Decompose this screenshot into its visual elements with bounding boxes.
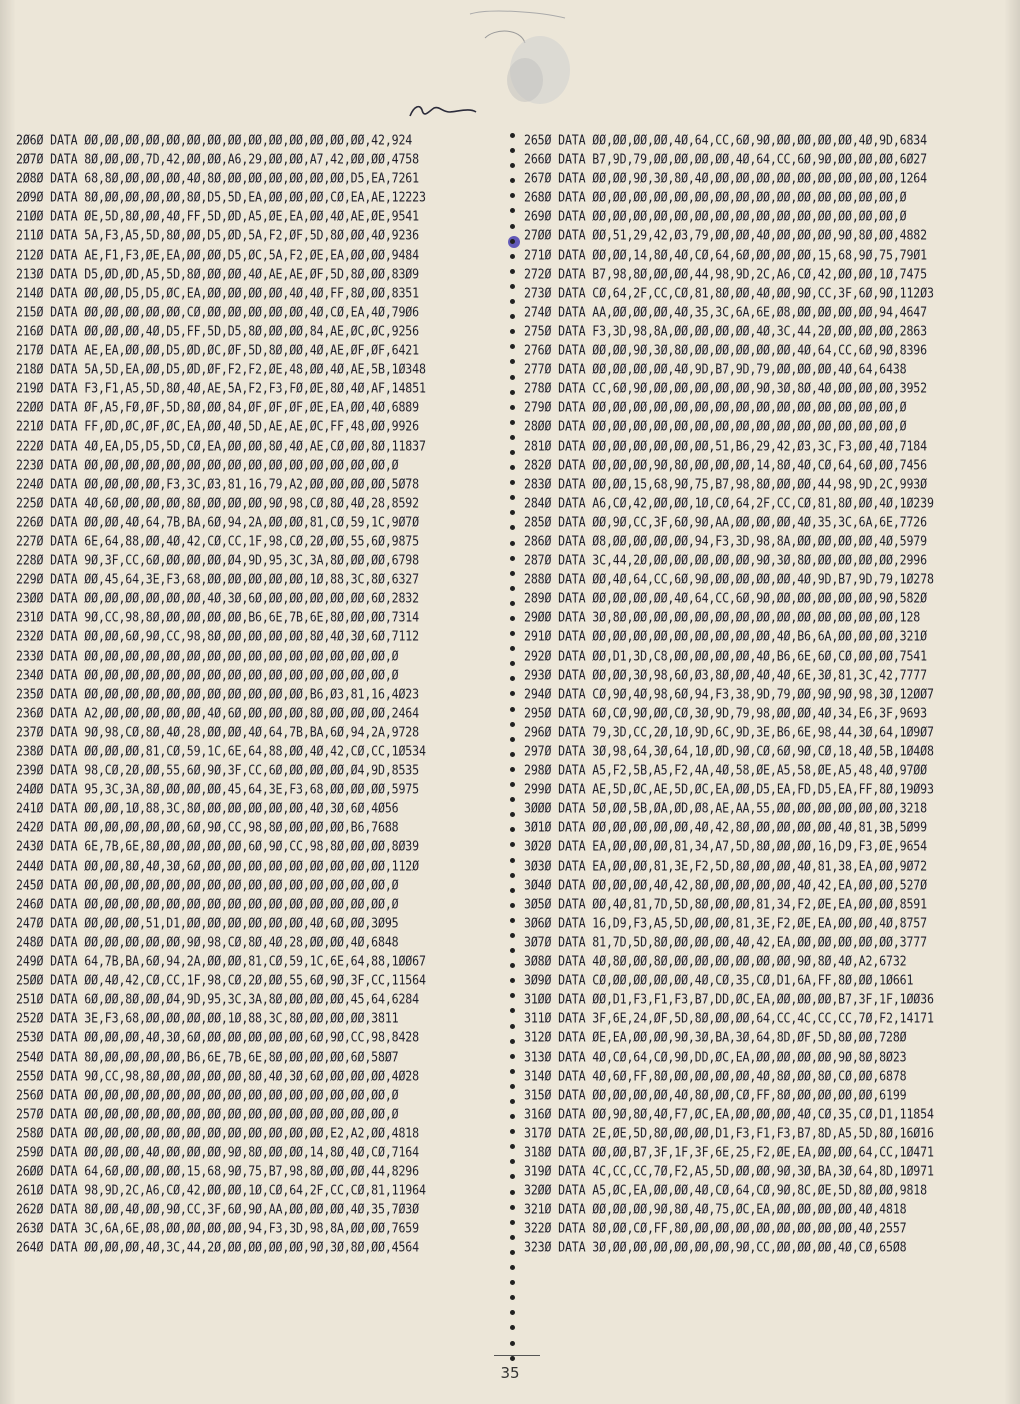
divider-dot [510,480,515,485]
divider-dot [510,948,515,953]
divider-dot [510,541,515,546]
divider-dot [510,495,515,500]
code-line: 3ØØØ DATA 5Ø,ØØ,5B,ØA,ØD,Ø8,AE,AA,55,ØØ,ØØ,ØØ,ØØ,ØØ,ØØ,3218 [524,799,927,817]
code-line: 241Ø DATA ØØ,ØØ,1Ø,88,3C,8Ø,ØØ,ØØ,ØØ,ØØ,ØØ,4Ø,3Ø,6Ø,4Ø56 [16,799,399,817]
divider-dot [510,873,515,878]
code-line: 271Ø DATA ØØ,ØØ,14,8Ø,4Ø,CØ,64,6Ø,ØØ,ØØ,ØØ,15,68,9Ø,75,79Ø1 [524,246,927,263]
code-line: 224Ø DATA ØØ,ØØ,ØØ,ØØ,F3,3C,Ø3,81,16,79,A2,ØØ,ØØ,ØØ,ØØ,5Ø78 [16,475,419,492]
code-line: 294Ø DATA CØ,9Ø,4Ø,98,6Ø,94,F3,38,9D,79,ØØ,9Ø,9Ø,98,3Ø,12ØØ7 [524,685,934,702]
right-page-shadow [1004,0,1020,1404]
code-line: 296Ø DATA 79,3D,CC,2Ø,1Ø,9D,6C,9D,3E,B6,6E,98,44,3Ø,64,1Ø9Ø7 [524,723,934,741]
code-line: 278Ø DATA CC,6Ø,9Ø,ØØ,ØØ,ØØ,ØØ,ØØ,9Ø,3Ø,8Ø,4Ø,ØØ,ØØ,ØØ,3952 [524,379,927,397]
divider-dot [510,707,515,712]
code-line: 225Ø DATA 4Ø,6Ø,ØØ,ØØ,ØØ,8Ø,ØØ,ØØ,ØØ,9Ø,98,CØ,8Ø,4Ø,28,8592 [16,494,419,511]
code-line: 261Ø DATA 98,9D,2C,A6,CØ,42,ØØ,ØØ,1Ø,CØ,64,2F,CC,CØ,81,11964 [16,1181,426,1199]
code-line: 279Ø DATA ØØ,ØØ,ØØ,ØØ,ØØ,ØØ,ØØ,ØØ,ØØ,ØØ,ØØ,ØØ,ØØ,ØØ,ØØ,Ø [524,398,907,416]
code-line: 232Ø DATA ØØ,ØØ,6Ø,9Ø,CC,98,8Ø,ØØ,ØØ,ØØ,ØØ,8Ø,4Ø,3Ø,6Ø,7112 [16,628,419,645]
code-line: 323Ø DATA 3Ø,ØØ,ØØ,ØØ,ØØ,ØØ,ØØ,9Ø,CC,ØØ,ØØ,ØØ,4Ø,CØ,65Ø8 [524,1239,907,1256]
code-line: 219Ø DATA F3,F1,A5,5D,8Ø,4Ø,AE,5A,F2,F3,FØ,ØE,8Ø,4Ø,AF,14851 [16,379,426,397]
code-line: 3Ø1Ø DATA ØØ,ØØ,ØØ,ØØ,ØØ,4Ø,42,8Ø,ØØ,ØØ,ØØ,ØØ,4Ø,81,3B,5Ø99 [524,819,927,836]
divider-dot [510,842,515,847]
code-line: 3Ø8Ø DATA 4Ø,8Ø,ØØ,8Ø,ØØ,ØØ,ØØ,ØØ,ØØ,ØØ,9Ø,8Ø,4Ø,A2,6732 [524,952,907,970]
divider-dot [510,1190,515,1195]
code-line: 256Ø DATA ØØ,ØØ,ØØ,ØØ,ØØ,ØØ,ØØ,ØØ,ØØ,ØØ,ØØ,ØØ,ØØ,ØØ,ØØ,Ø [16,1086,399,1103]
divider-dot [510,1069,515,1074]
code-line: 311Ø DATA 3F,6E,24,ØF,5D,8Ø,ØØ,ØØ,64,CC,4C,CC,CC,7Ø,F2,14171 [524,1009,934,1027]
code-line: 229Ø DATA ØØ,45,64,3E,F3,68,ØØ,ØØ,ØØ,ØØ,ØØ,1Ø,88,3C,8Ø,6327 [16,570,419,588]
code-line: 226Ø DATA ØØ,ØØ,4Ø,64,7B,BA,6Ø,94,2A,ØØ,ØØ,81,CØ,59,1C,9Ø7Ø [16,513,419,531]
divider-dot [510,1310,515,1315]
code-line: 257Ø DATA ØØ,ØØ,ØØ,ØØ,ØØ,ØØ,ØØ,ØØ,ØØ,ØØ,ØØ,ØØ,ØØ,ØØ,ØØ,Ø [16,1105,399,1122]
divider-dot [510,676,515,681]
code-line: 218Ø DATA 5A,5D,EA,ØØ,D5,ØD,ØF,F2,F2,ØE,48,ØØ,4Ø,AE,5B,1Ø348 [16,360,426,378]
divider-dot [510,1039,515,1044]
divider-dot [510,450,515,455]
code-line: 322Ø DATA 8Ø,ØØ,CØ,FF,8Ø,ØØ,ØØ,ØØ,ØØ,ØØ,ØØ,ØØ,ØØ,4Ø,2557 [524,1219,907,1237]
divider-dot [510,1325,515,1330]
code-line: 297Ø DATA 3Ø,98,64,3Ø,64,1Ø,ØD,9Ø,CØ,6Ø,9Ø,CØ,18,4Ø,5B,1Ø4Ø8 [524,742,934,760]
code-line: 221Ø DATA FF,ØD,ØC,ØF,ØC,EA,ØØ,4Ø,5D,AE,AE,ØC,FF,48,ØØ,9926 [16,418,419,435]
code-line: 263Ø DATA 3C,6A,6E,Ø8,ØØ,ØØ,ØØ,ØØ,94,F3,3D,98,8A,ØØ,ØØ,7659 [16,1219,419,1237]
code-line: 3Ø9Ø DATA CØ,ØØ,ØØ,ØØ,ØØ,4Ø,CØ,35,CØ,D1,6A,FF,8Ø,ØØ,1Ø661 [524,971,914,989]
divider-dot [510,1159,515,1164]
code-line: 314Ø DATA 4Ø,6Ø,FF,8Ø,ØØ,ØØ,ØØ,ØØ,4Ø,8Ø,ØØ,8Ø,CØ,ØØ,6878 [524,1067,907,1084]
code-line: 233Ø DATA ØØ,ØØ,ØØ,ØØ,ØØ,ØØ,ØØ,ØØ,ØØ,ØØ,ØØ,ØØ,ØØ,ØØ,ØØ,Ø [16,647,399,664]
divider-dot [510,510,515,515]
divider-dot [510,752,515,757]
code-line: 26ØØ DATA 64,6Ø,ØØ,ØØ,ØØ,15,68,9Ø,75,B7,98,8Ø,ØØ,ØØ,44,8296 [16,1162,419,1180]
code-line: 276Ø DATA ØØ,ØØ,9Ø,3Ø,8Ø,ØØ,ØØ,ØØ,ØØ,ØØ,4Ø,64,CC,6Ø,9Ø,8396 [524,341,927,359]
divider-dot [510,254,515,259]
code-line: 319Ø DATA 4C,CC,CC,7Ø,F2,A5,5D,ØØ,ØØ,9Ø,3Ø,BA,3Ø,64,8D,1Ø971 [524,1162,934,1180]
divider-dot [510,993,515,998]
divider-dot [510,375,515,380]
code-line: 287Ø DATA 3C,44,2Ø,ØØ,ØØ,ØØ,ØØ,ØØ,9Ø,3Ø,8Ø,ØØ,ØØ,ØØ,ØØ,2996 [524,551,927,569]
code-line: 2Ø7Ø DATA 8Ø,ØØ,ØØ,7D,42,ØØ,ØØ,A6,29,ØØ,ØØ,A7,42,ØØ,ØØ,4758 [16,150,419,168]
divider-dot [510,525,515,530]
code-line: 299Ø DATA AE,5D,ØC,AE,5D,ØC,EA,ØØ,D5,EA,FD,D5,EA,FF,8Ø,19Ø93 [524,780,934,798]
divider-dot [510,359,515,364]
code-line: 317Ø DATA 2E,ØE,5D,8Ø,ØØ,ØØ,D1,F3,F1,F3,B7,8D,A5,5D,8Ø,16Ø16 [524,1124,934,1142]
divider-dot [510,888,515,893]
code-line: 27ØØ DATA ØØ,51,29,42,Ø3,79,ØØ,ØØ,4Ø,ØØ,ØØ,ØØ,9Ø,8Ø,ØØ,4882 [524,227,927,244]
divider-dot [510,737,515,742]
code-line: 24ØØ DATA 95,3C,3A,8Ø,ØØ,ØØ,ØØ,45,64,3E,F3,68,ØØ,ØØ,ØØ,5975 [16,780,419,798]
divider-dot [510,858,515,863]
divider-dot [510,586,515,591]
divider-dot [510,1114,515,1119]
code-line: 283Ø DATA ØØ,ØØ,15,68,9Ø,75,B7,98,8Ø,ØØ,ØØ,44,98,9D,2C,993Ø [524,475,927,492]
divider-dot [510,1144,515,1149]
divider-dot [510,1250,515,1255]
divider-dot [510,435,515,440]
code-line: 214Ø DATA ØØ,ØØ,D5,D5,ØC,EA,ØØ,ØØ,ØØ,ØØ,4Ø,4Ø,FF,8Ø,ØØ,8351 [16,284,419,301]
code-line: 293Ø DATA ØØ,ØØ,3Ø,98,6Ø,Ø3,8Ø,ØØ,4Ø,4Ø,6E,3Ø,81,3C,42,7777 [524,666,927,683]
divider-dot [510,903,515,908]
code-line: 243Ø DATA 6E,7B,6E,8Ø,ØØ,ØØ,ØØ,ØØ,6Ø,9Ø,CC,98,8Ø,ØØ,ØØ,8Ø39 [16,838,419,855]
divider-dot [510,1099,515,1104]
divider-dot [510,465,515,470]
divider-dot [510,1129,515,1134]
code-line: 247Ø DATA ØØ,ØØ,ØØ,51,D1,ØØ,ØØ,ØØ,ØØ,ØØ,ØØ,4Ø,6Ø,ØØ,3Ø95 [16,914,399,932]
divider-dot [510,1084,515,1089]
code-line: 289Ø DATA ØØ,ØØ,ØØ,ØØ,4Ø,64,CC,6Ø,9Ø,ØØ,ØØ,ØØ,ØØ,ØØ,9Ø,582Ø [524,589,927,607]
code-line: 258Ø DATA ØØ,ØØ,ØØ,ØØ,ØØ,ØØ,ØØ,ØØ,ØØ,ØØ,ØØ,ØØ,E2,A2,ØØ,4818 [16,1124,419,1142]
divider-dot [510,691,515,696]
divider-dot [510,616,515,621]
code-line: 281Ø DATA ØØ,ØØ,ØØ,ØØ,ØØ,ØØ,51,B6,29,42,Ø3,3C,F3,ØØ,4Ø,7184 [524,437,927,454]
code-line: 222Ø DATA 4Ø,EA,D5,D5,5D,CØ,EA,ØØ,ØØ,8Ø,4Ø,AE,CØ,ØØ,8Ø,11837 [16,437,426,454]
divider-dot [510,556,515,561]
divider-dot [510,239,515,244]
divider-dot [510,314,515,319]
column-divider [510,133,515,1371]
divider-dot [510,193,515,198]
code-line: 321Ø DATA ØØ,ØØ,ØØ,9Ø,8Ø,4Ø,75,ØC,EA,ØØ,ØØ,ØØ,ØØ,4Ø,4818 [524,1200,907,1218]
code-line: 29ØØ DATA 3Ø,8Ø,ØØ,ØØ,ØØ,ØØ,ØØ,ØØ,ØØ,ØØ,ØØ,ØØ,ØØ,ØØ,ØØ,128 [524,608,921,626]
divider-dot [510,918,515,923]
code-line: 31ØØ DATA ØØ,D1,F3,F1,F3,B7,DD,ØC,EA,ØØ,ØØ,ØØ,B7,3F,1F,1ØØ36 [524,990,934,1008]
code-line: 251Ø DATA 6Ø,ØØ,8Ø,ØØ,Ø4,9D,95,3C,3A,8Ø,ØØ,ØØ,ØØ,45,64,6284 [16,990,419,1008]
divider-dot [510,269,515,274]
code-line: 272Ø DATA B7,98,8Ø,ØØ,ØØ,44,98,9D,2C,A6,CØ,42,ØØ,ØØ,1Ø,7475 [524,265,927,282]
divider-dot [510,1235,515,1240]
code-line: 267Ø DATA ØØ,ØØ,9Ø,3Ø,8Ø,4Ø,ØØ,ØØ,ØØ,ØØ,ØØ,ØØ,ØØ,ØØ,ØØ,1264 [524,169,927,187]
code-line: 2Ø9Ø DATA 8Ø,ØØ,ØØ,ØØ,ØØ,8Ø,D5,5D,EA,ØØ,ØØ,ØØ,CØ,EA,AE,12223 [16,188,426,206]
divider-dot [510,299,515,304]
code-line: 291Ø DATA ØØ,ØØ,ØØ,ØØ,ØØ,ØØ,ØØ,ØØ,ØØ,4Ø,B6,6A,ØØ,ØØ,ØØ,321Ø [524,628,927,645]
listing-right-column [524,131,934,1258]
code-line: 223Ø DATA ØØ,ØØ,ØØ,ØØ,ØØ,ØØ,ØØ,ØØ,ØØ,ØØ,ØØ,ØØ,ØØ,ØØ,ØØ,Ø [16,456,399,473]
code-line: 22ØØ DATA ØF,A5,FØ,ØF,5D,8Ø,ØØ,84,ØF,ØF,ØF,ØE,EA,ØØ,4Ø,6889 [16,398,419,416]
divider-dot [510,963,515,968]
code-line: 284Ø DATA A6,CØ,42,ØØ,ØØ,1Ø,CØ,64,2F,CC,CØ,81,8Ø,ØØ,4Ø,1Ø239 [524,494,934,511]
code-line: 235Ø DATA ØØ,ØØ,ØØ,ØØ,ØØ,ØØ,ØØ,ØØ,ØØ,ØØ,ØØ,B6,Ø3,81,16,4Ø23 [16,685,419,702]
code-line: 213Ø DATA D5,ØD,ØD,A5,5D,8Ø,ØØ,ØØ,4Ø,AE,AE,ØF,5D,8Ø,ØØ,83Ø9 [16,265,419,282]
code-line: 273Ø DATA CØ,64,2F,CC,CØ,81,8Ø,ØØ,4Ø,ØØ,9Ø,CC,3F,6Ø,9Ø,112Ø3 [524,284,934,301]
code-line: 266Ø DATA B7,9D,79,ØØ,ØØ,ØØ,ØØ,4Ø,64,CC,6Ø,9Ø,ØØ,ØØ,ØØ,6Ø27 [524,150,927,168]
divider-dot [510,933,515,938]
code-line: 312Ø DATA ØE,EA,ØØ,ØØ,9Ø,3Ø,BA,3Ø,64,8D,ØF,5D,8Ø,ØØ,728Ø [524,1029,907,1046]
divider-dot [510,1280,515,1285]
code-line: 246Ø DATA ØØ,ØØ,ØØ,ØØ,ØØ,ØØ,ØØ,ØØ,ØØ,ØØ,ØØ,ØØ,ØØ,ØØ,ØØ,Ø [16,895,399,912]
code-line: 2Ø6Ø DATA ØØ,ØØ,ØØ,ØØ,ØØ,ØØ,ØØ,ØØ,ØØ,ØØ,ØØ,ØØ,ØØ,ØØ,42,924 [16,131,413,149]
divider-dot [510,208,515,213]
code-line: 238Ø DATA ØØ,ØØ,ØØ,81,CØ,59,1C,6E,64,88,ØØ,4Ø,42,CØ,CC,1Ø534 [16,742,426,760]
divider-dot [510,571,515,576]
page-number-rule [494,1355,540,1356]
code-line: 269Ø DATA ØØ,ØØ,ØØ,ØØ,ØØ,ØØ,ØØ,ØØ,ØØ,ØØ,ØØ,ØØ,ØØ,ØØ,ØØ,Ø [524,208,907,225]
code-line: 231Ø DATA 9Ø,CC,98,8Ø,ØØ,ØØ,ØØ,ØØ,B6,6E,7B,6E,8Ø,ØØ,ØØ,7314 [16,608,419,626]
code-line: 236Ø DATA A2,ØØ,ØØ,ØØ,ØØ,ØØ,4Ø,6Ø,ØØ,ØØ,ØØ,8Ø,ØØ,ØØ,ØØ,2464 [16,704,419,721]
code-line: 32ØØ DATA A5,ØC,EA,ØØ,ØØ,4Ø,CØ,64,CØ,9Ø,8C,ØE,5D,8Ø,ØØ,9818 [524,1181,927,1199]
code-line: 318Ø DATA ØØ,ØØ,B7,3F,1F,3F,6E,25,F2,ØE,EA,ØØ,ØØ,64,CC,1Ø471 [524,1143,934,1161]
code-line: 268Ø DATA ØØ,ØØ,ØØ,ØØ,ØØ,ØØ,ØØ,ØØ,ØØ,ØØ,ØØ,ØØ,ØØ,ØØ,ØØ,Ø [524,188,907,206]
code-line: 228Ø DATA 9Ø,3F,CC,6Ø,ØØ,ØØ,ØØ,Ø4,9D,95,3C,3A,8Ø,ØØ,ØØ,6798 [16,551,419,569]
divider-dot [510,344,515,349]
divider-dot [510,646,515,651]
code-line: 25ØØ DATA ØØ,4Ø,42,CØ,CC,1F,98,CØ,2Ø,ØØ,55,6Ø,9Ø,3F,CC,11564 [16,971,426,989]
code-line: 316Ø DATA ØØ,9Ø,8Ø,4Ø,F7,ØC,EA,ØØ,ØØ,ØØ,4Ø,CØ,35,CØ,D1,11854 [524,1105,934,1122]
divider-dot [510,390,515,395]
divider-dot [510,133,515,138]
divider-dot [510,601,515,606]
divider-dot [510,722,515,727]
code-line: 244Ø DATA ØØ,ØØ,8Ø,4Ø,3Ø,6Ø,ØØ,ØØ,ØØ,ØØ,ØØ,ØØ,ØØ,ØØ,ØØ,112Ø [16,857,419,874]
divider-dot [510,420,515,425]
code-line: 215Ø DATA ØØ,ØØ,ØØ,ØØ,ØØ,CØ,ØØ,ØØ,ØØ,ØØ,ØØ,4Ø,CØ,EA,4Ø,79Ø6 [16,303,419,321]
code-line: 21ØØ DATA ØE,5D,8Ø,ØØ,4Ø,FF,5D,ØD,A5,ØE,EA,ØØ,4Ø,AE,ØE,9541 [16,208,419,225]
divider-dot [510,812,515,817]
code-line: 211Ø DATA 5A,F3,A5,5D,8Ø,ØØ,D5,ØD,5A,F2,ØF,5D,8Ø,ØØ,4Ø,9236 [16,227,419,244]
code-line: 288Ø DATA ØØ,4Ø,64,CC,6Ø,9Ø,ØØ,ØØ,ØØ,ØØ,4Ø,9D,B7,9D,79,1Ø278 [524,570,934,588]
code-line: 274Ø DATA AA,ØØ,ØØ,ØØ,4Ø,35,3C,6A,6E,Ø8,ØØ,ØØ,ØØ,ØØ,94,4647 [524,303,927,321]
divider-dot [510,284,515,289]
divider-dot [510,782,515,787]
divider-dot [510,1356,515,1361]
divider-dot [510,178,515,183]
page-number: 35 [500,1364,520,1382]
code-line: 249Ø DATA 64,7B,BA,6Ø,94,2A,ØØ,ØØ,81,CØ,59,1C,6E,64,88,1ØØ67 [16,952,426,970]
divider-dot [510,1174,515,1179]
code-line: 237Ø DATA 9Ø,98,CØ,8Ø,4Ø,28,ØØ,ØØ,4Ø,64,7B,BA,6Ø,94,2A,9728 [16,723,419,741]
divider-dot [510,1008,515,1013]
code-line: 28ØØ DATA ØØ,ØØ,ØØ,ØØ,ØØ,ØØ,ØØ,ØØ,ØØ,ØØ,ØØ,ØØ,ØØ,ØØ,ØØ,Ø [524,418,907,435]
code-line: 242Ø DATA ØØ,ØØ,ØØ,ØØ,ØØ,6Ø,9Ø,CC,98,8Ø,ØØ,ØØ,ØØ,B6,7688 [16,819,399,836]
code-line: 3Ø6Ø DATA 16,D9,F3,A5,5D,ØØ,ØØ,81,3E,F2,ØE,EA,ØØ,ØØ,4Ø,8757 [524,914,927,932]
code-line: 217Ø DATA AE,EA,ØØ,ØØ,D5,ØD,ØC,ØF,5D,8Ø,ØØ,4Ø,AE,ØF,ØF,6421 [16,341,419,359]
code-line: 23ØØ DATA ØØ,ØØ,ØØ,ØØ,ØØ,ØØ,4Ø,3Ø,6Ø,ØØ,ØØ,ØØ,ØØ,ØØ,6Ø,2832 [16,589,419,607]
divider-dot [510,163,515,168]
listing-left-column [16,131,426,1258]
divider-dot [510,1024,515,1029]
code-line: 282Ø DATA ØØ,ØØ,ØØ,9Ø,8Ø,ØØ,ØØ,ØØ,14,8Ø,4Ø,CØ,64,6Ø,ØØ,7456 [524,456,927,473]
code-line: 254Ø DATA 8Ø,ØØ,ØØ,ØØ,ØØ,B6,6E,7B,6E,8Ø,ØØ,ØØ,ØØ,6Ø,58Ø7 [16,1048,399,1065]
divider-dot [510,224,515,229]
code-line: 245Ø DATA ØØ,ØØ,ØØ,ØØ,ØØ,ØØ,ØØ,ØØ,ØØ,ØØ,ØØ,ØØ,ØØ,ØØ,ØØ,Ø [16,876,399,893]
code-line: 295Ø DATA 6Ø,CØ,9Ø,ØØ,CØ,3Ø,9D,79,98,ØØ,ØØ,4Ø,34,E6,3F,9693 [524,704,927,721]
code-line: 239Ø DATA 98,CØ,2Ø,ØØ,55,6Ø,9Ø,3F,CC,6Ø,ØØ,ØØ,ØØ,Ø4,9D,8535 [16,761,419,779]
code-line: 216Ø DATA ØØ,ØØ,ØØ,4Ø,D5,FF,5D,D5,8Ø,ØØ,ØØ,84,AE,ØC,ØC,9256 [16,322,419,340]
code-line: 264Ø DATA ØØ,ØØ,ØØ,4Ø,3C,44,2Ø,ØØ,ØØ,ØØ,ØØ,9Ø,3Ø,8Ø,ØØ,4564 [16,1239,419,1256]
code-line: 252Ø DATA 3E,F3,68,ØØ,ØØ,ØØ,ØØ,1Ø,88,3C,8Ø,ØØ,ØØ,ØØ,3811 [16,1009,399,1027]
code-line: 255Ø DATA 9Ø,CC,98,8Ø,ØØ,ØØ,ØØ,ØØ,8Ø,4Ø,3Ø,6Ø,ØØ,ØØ,ØØ,4Ø28 [16,1067,419,1084]
code-line: 3Ø3Ø DATA EA,ØØ,ØØ,81,3E,F2,5D,8Ø,ØØ,ØØ,4Ø,81,38,EA,ØØ,9Ø72 [524,857,927,874]
divider-dot [510,661,515,666]
code-line: 292Ø DATA ØØ,D1,3D,C8,ØØ,ØØ,ØØ,ØØ,4Ø,B6,6E,6Ø,CØ,ØØ,ØØ,7541 [524,647,927,664]
code-line: 3Ø5Ø DATA ØØ,4Ø,81,7D,5D,8Ø,ØØ,ØØ,81,34,F2,ØE,EA,ØØ,ØØ,8591 [524,895,927,912]
code-line: 3Ø4Ø DATA ØØ,ØØ,ØØ,4Ø,42,8Ø,ØØ,ØØ,ØØ,ØØ,4Ø,42,EA,ØØ,ØØ,527Ø [524,876,927,893]
left-page-shadow [0,0,16,1404]
code-line: 313Ø DATA 4Ø,CØ,64,CØ,9Ø,DD,ØC,EA,ØØ,ØØ,ØØ,ØØ,9Ø,8Ø,8Ø23 [524,1048,907,1065]
handwritten-doodle [390,8,590,123]
code-line: 3Ø7Ø DATA 81,7D,5D,8Ø,ØØ,ØØ,ØØ,4Ø,42,EA,ØØ,ØØ,ØØ,ØØ,ØØ,3777 [524,933,927,951]
code-line: 277Ø DATA ØØ,ØØ,ØØ,ØØ,4Ø,9D,B7,9D,79,ØØ,ØØ,ØØ,4Ø,64,6438 [524,360,907,378]
divider-dot [510,1054,515,1059]
code-line: 212Ø DATA AE,F1,F3,ØE,EA,ØØ,ØØ,D5,ØC,5A,F2,ØE,EA,ØØ,ØØ,9484 [16,246,419,263]
divider-dot [510,1205,515,1210]
code-line: 285Ø DATA ØØ,9Ø,CC,3F,6Ø,9Ø,AA,ØØ,ØØ,ØØ,4Ø,35,3C,6A,6E,7726 [524,513,927,531]
divider-dot [510,978,515,983]
divider-dot [510,1265,515,1270]
code-line: 2Ø8Ø DATA 68,8Ø,ØØ,ØØ,ØØ,4Ø,8Ø,ØØ,ØØ,ØØ,ØØ,ØØ,ØØ,D5,EA,7261 [16,169,419,187]
divider-dot [510,148,515,153]
code-line: 234Ø DATA ØØ,ØØ,ØØ,ØØ,ØØ,ØØ,ØØ,ØØ,ØØ,ØØ,ØØ,ØØ,ØØ,ØØ,ØØ,Ø [16,666,399,683]
code-line: 315Ø DATA ØØ,ØØ,ØØ,ØØ,4Ø,8Ø,ØØ,CØ,FF,8Ø,ØØ,ØØ,ØØ,ØØ,6199 [524,1086,907,1103]
code-line: 227Ø DATA 6E,64,88,ØØ,4Ø,42,CØ,CC,1F,98,CØ,2Ø,ØØ,55,6Ø,9875 [16,532,419,550]
divider-dot [510,797,515,802]
divider-dot [510,1220,515,1225]
divider-dot [510,1295,515,1300]
code-line: 262Ø DATA 8Ø,ØØ,4Ø,ØØ,9Ø,CC,3F,6Ø,9Ø,AA,ØØ,ØØ,ØØ,4Ø,35,7Ø3Ø [16,1200,419,1218]
code-line: 286Ø DATA Ø8,ØØ,ØØ,ØØ,ØØ,94,F3,3D,98,8A,ØØ,ØØ,ØØ,ØØ,4Ø,5979 [524,532,927,550]
divider-dot [510,1341,515,1346]
code-line: 248Ø DATA ØØ,ØØ,ØØ,ØØ,ØØ,9Ø,98,CØ,8Ø,4Ø,28,ØØ,ØØ,4Ø,6848 [16,933,399,951]
code-line: 298Ø DATA A5,F2,5B,A5,F2,4A,4Ø,58,ØE,A5,58,ØE,A5,48,4Ø,97ØØ [524,761,927,779]
divider-dot [510,329,515,334]
code-line: 3Ø2Ø DATA EA,ØØ,ØØ,ØØ,81,34,A7,5D,8Ø,ØØ,ØØ,16,D9,F3,ØE,9654 [524,838,927,855]
code-line: 275Ø DATA F3,3D,98,8A,ØØ,ØØ,ØØ,ØØ,4Ø,3C,44,2Ø,ØØ,ØØ,ØØ,2863 [524,322,927,340]
code-line: 259Ø DATA ØØ,ØØ,ØØ,4Ø,ØØ,ØØ,ØØ,9Ø,8Ø,ØØ,ØØ,14,8Ø,4Ø,CØ,7164 [16,1143,419,1161]
divider-dot [510,767,515,772]
code-line: 265Ø DATA ØØ,ØØ,ØØ,ØØ,4Ø,64,CC,6Ø,9Ø,ØØ,ØØ,ØØ,ØØ,4Ø,9D,6834 [524,131,927,149]
divider-dot [510,405,515,410]
divider-dot [510,827,515,832]
divider-dot [510,631,515,636]
code-line: 253Ø DATA ØØ,ØØ,ØØ,4Ø,3Ø,6Ø,ØØ,ØØ,ØØ,ØØ,ØØ,6Ø,9Ø,CC,98,8428 [16,1029,419,1046]
